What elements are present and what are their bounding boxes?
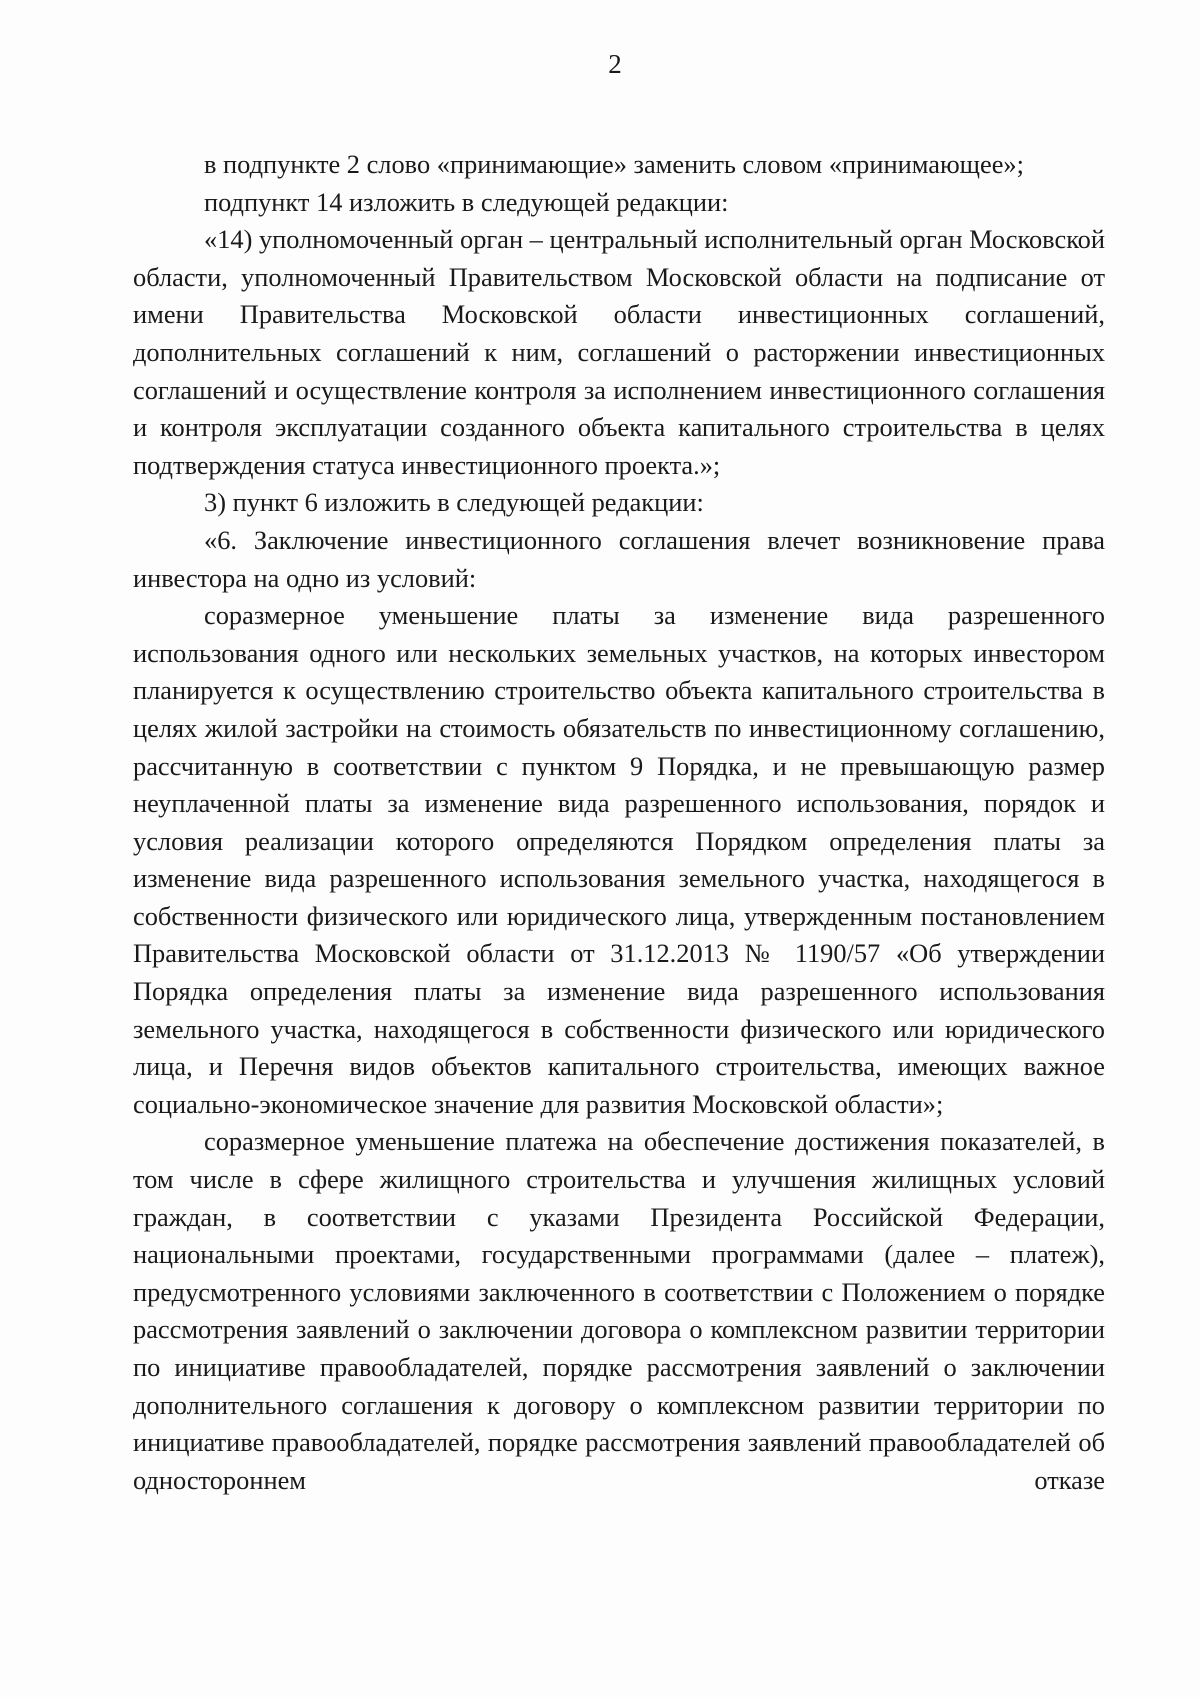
paragraph-3: «14) уполномоченный орган – центральный исполнительный орган Московской области, уполномоченный Правительством Московской области на подписание от имени Правительства Московской области инвестиционных соглашений, дополнительных соглашений к ним, соглашений о расторжении инвестиционных соглашений и осуществление контроля за исполнением инвестиционного соглашения и контроля эксплуатации созданного объекта капитального строительства в целях подтверждения статуса инвестиционного проекта.»;: [133, 224, 1105, 480]
document-body: [133, 146, 1105, 1499]
paragraph-7: соразмерное уменьшение платежа на обеспечение достижения показателей, в том числе в сфере жилищного строительства и улучшения жилищных условий граждан, в соответствии с указами Президента Российской Федерации, национальными проектами, государственными программами (далее – платеж), предусмотренного условиями заключенного в соответствии с Положением о порядке рассмотрения заявлений о заключении договора о комплексном развитии территории по инициативе правообладателей, порядке рассмотрения заявлений о заключении дополнительного соглашения к договору о комплексном развитии территории по инициативе правообладателей, порядке рассмотрения заявлений правообладателей об одностороннем отказе: [133, 1126, 1105, 1495]
paragraph-5: «6. Заключение инвестиционного соглашения влечет возникновение права инвестора на одно из условий:: [133, 524, 1105, 593]
page-number: 2: [608, 49, 622, 79]
paragraph-1: в подпункте 2 слово «принимающие» заменить словом «принимающее»;: [204, 149, 1024, 179]
paragraph-2: подпункт 14 изложить в следующей редакции:: [204, 186, 729, 217]
paragraph-4: 3) пункт 6 изложить в следующей редакции:: [204, 487, 704, 518]
paragraph-6: соразмерное уменьшение платы за изменение вида разрешенного использования одного или нескольких земельных участков, на которых инвестором планируется к осуществлению строительство объекта капитального строительства в целях жилой застройки на стоимость обязательств по инвестиционному соглашению, рассчитанную в соответствии с пунктом 9 Порядка, и не превышающую размер неуплаченной платы за изменение вида разрешенного использования, порядок и условия реализации которого определяются Порядком определения платы за изменение вида разрешенного использования земельного участка, находящегося в собственности физического или юридического лица, утвержденным постановлением Правительства Московской области от 31.12.2013 № 1190/57 «Об утверждении Порядка определения платы за изменение вида разрешенного использования земельного участка, находящегося в собственности физического или юридического лица, и Перечня видов объектов капитального строительства, имеющих важное социально-экономическое значение для развития Московской области»;: [133, 600, 1105, 1119]
